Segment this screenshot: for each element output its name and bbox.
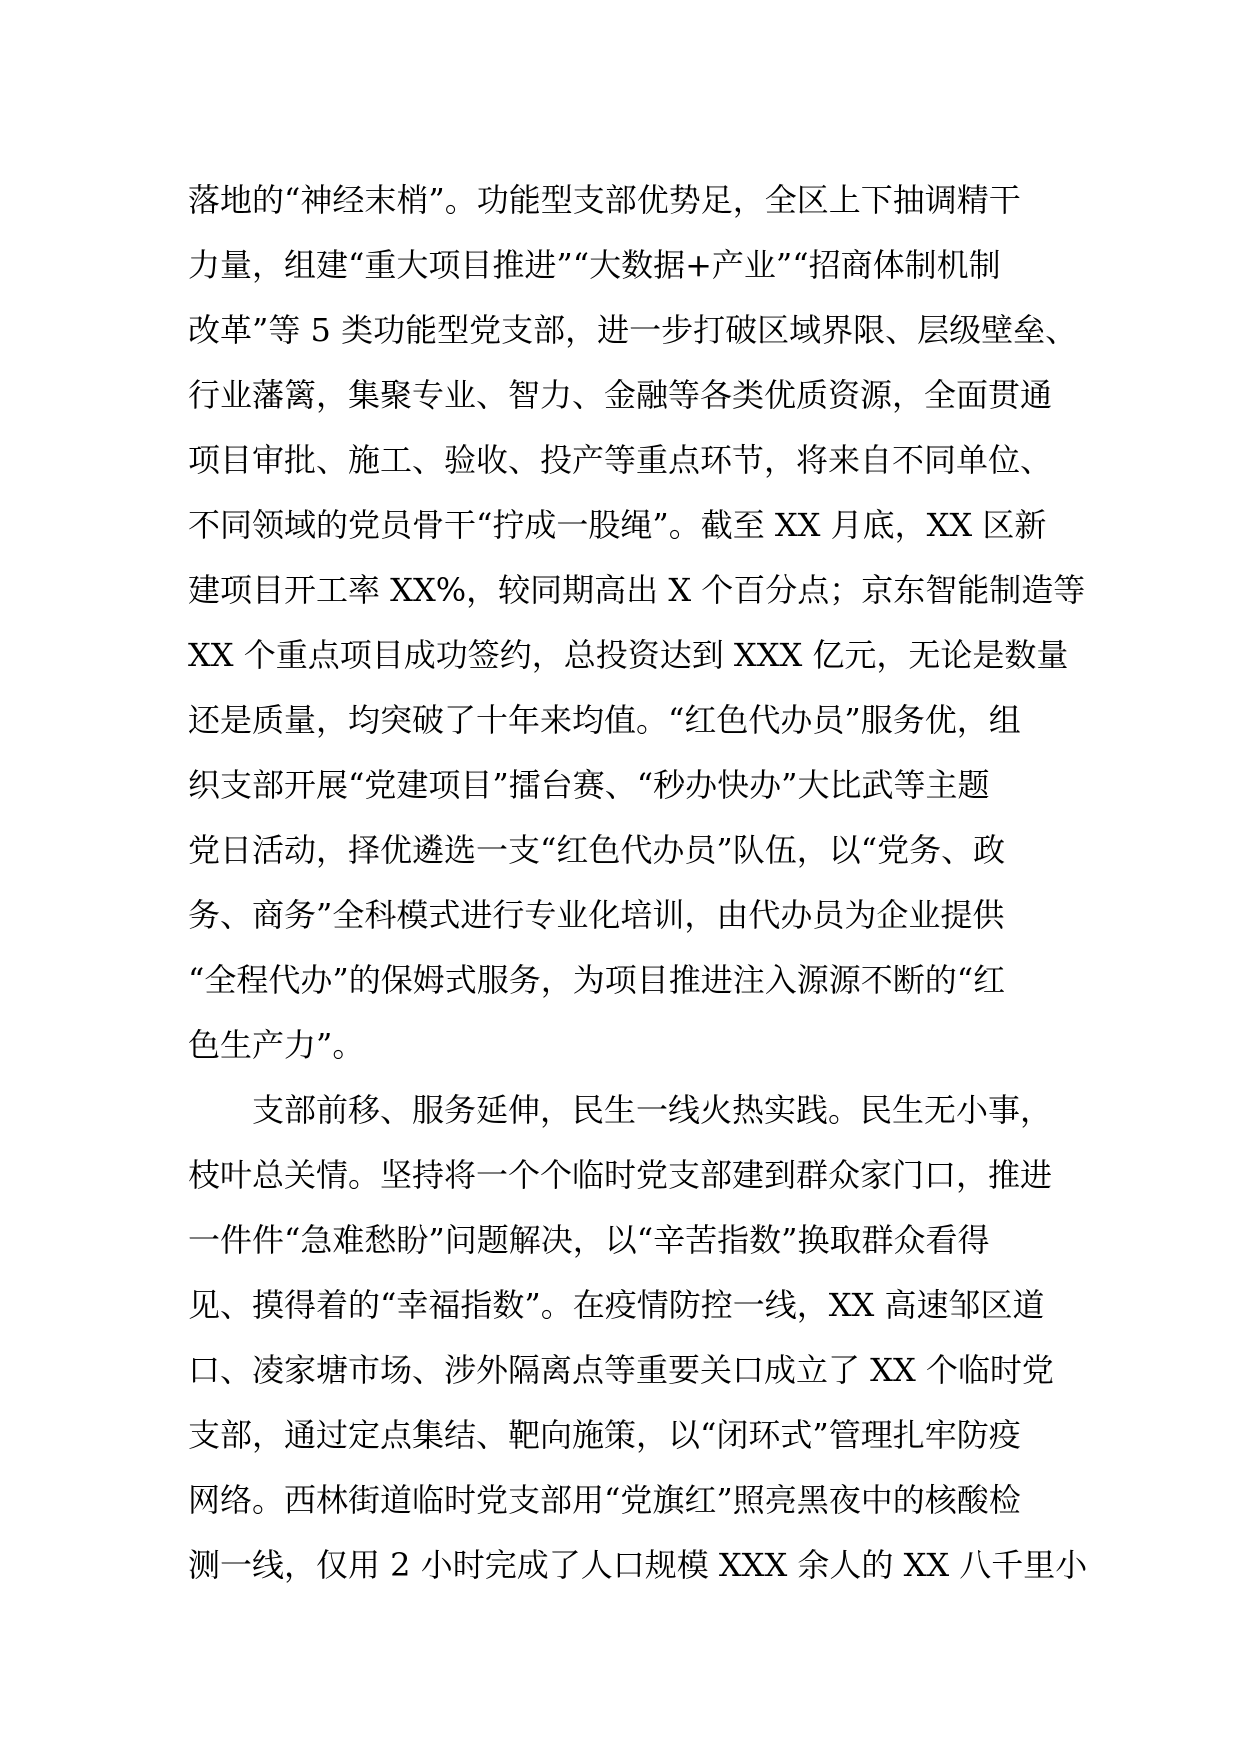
text-line: 项目审批、施工、验收、投产等重点环节，将来自不同单位、 (188, 441, 1053, 479)
text-line: 见、摸得着的“幸福指数”。在疫情防控一线，XX 高速邹区道 (188, 1286, 1045, 1324)
text-line: 党日活动，择优遴选一支“红色代办员”队伍，以“党务、政 (188, 831, 1006, 869)
text-line: 色生产力”。 (188, 1026, 365, 1064)
text-line: 测一线，仅用 2 小时完成了人口规模 XXX 余人的 XX 八千里小 (188, 1546, 1088, 1584)
text-line: 落地的“神经末梢”。功能型支部优势足，全区上下抽调精干 (188, 181, 1021, 219)
text-line: 行业藩篱，集聚专业、智力、金融等各类优质资源，全面贯通 (188, 376, 1053, 414)
text-line: 口、凌家塘市场、涉外隔离点等重要关口成立了 XX 个临时党 (188, 1351, 1054, 1389)
text-line: 织支部开展“党建项目”擂台赛、“秒办快办”大比武等主题 (188, 766, 990, 804)
text-line: 枝叶总关情。坚持将一个个临时党支部建到群众家门口，推进 (188, 1156, 1053, 1194)
text-line: 改革”等 5 类功能型党支部，进一步打破区域界限、层级壁垒、 (188, 311, 1078, 349)
text-line: 网络。西林街道临时党支部用“党旗红”照亮黑夜中的核酸检 (188, 1481, 1021, 1519)
text-line: 不同领域的党员骨干“拧成一股绳”。截至 XX 月底，XX 区新 (188, 506, 1047, 544)
text-line: “全程代办”的保姆式服务，为项目推进注入源源不断的“红 (188, 961, 1006, 999)
body-text (188, 168, 1088, 1598)
text-line: 建项目开工率 XX%，较同期高出 X 个百分点；京东智能制造等 (188, 571, 1086, 609)
text-line: 一件件“急难愁盼”问题解决，以“辛苦指数”换取群众看得 (188, 1221, 990, 1259)
paragraph-start-line: 支部前移、服务延伸，民生一线火热实践。民生无小事， (252, 1091, 1053, 1129)
text-line: 务、商务”全科模式进行专业化培训，由代办员为企业提供 (188, 896, 1005, 934)
text-line: 支部，通过定点集结、靶向施策，以“闭环式”管理扎牢防疫 (188, 1416, 1021, 1454)
text-line: XX 个重点项目成功签约，总投资达到 XXX 亿元，无论是数量 (188, 636, 1069, 674)
text-line: 力量，组建“重大项目推进”“大数据+产业”“招商体制机制 (188, 246, 1001, 284)
text-line: 还是质量，均突破了十年来均值。“红色代办员”服务优，组 (188, 701, 1021, 739)
